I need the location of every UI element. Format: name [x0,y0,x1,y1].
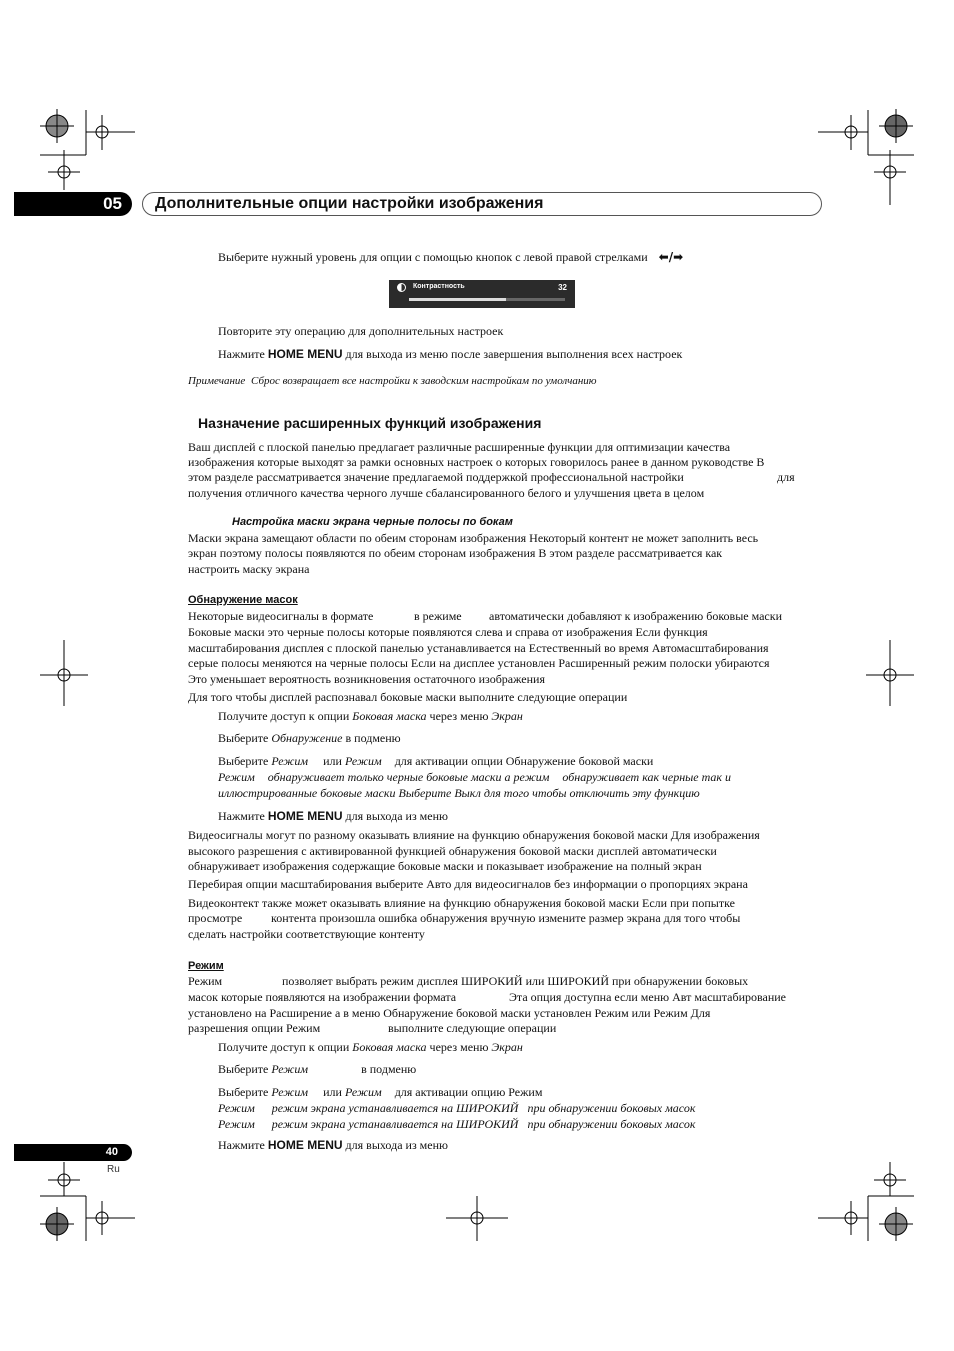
step-repeat: Повторите эту операцию для дополнительных настроек [218,324,504,338]
mask-heading: Настройка маски экрана черные полосы по бокам [232,516,513,528]
osd-value: 32 [558,283,567,292]
intro-line-4: получения отличного качества черного лучше сбалансированного белого и улучшения цвета в целом [188,486,705,500]
after-line-1: Видеосигналы могут по разному оказывать влияние на функцию обнаружения боковой маски Для изображения [188,828,760,842]
home-menu-label: HOME MENU [267,1138,343,1152]
after-line-5: Видеоконтект также может оказывать влияние на функцию обнаружения боковой маски Если при попытке [188,896,735,910]
detect-step-3-note-1: Режим обнаруживает только черные боковые маски а режим обнаруживает как черные так и [218,770,732,784]
mode-note-2: Режим режим экрана устанавливается на ШИРОКИЙ при обнаружении боковых масок [218,1117,696,1131]
detect-heading: Обнаружение масок [188,594,298,606]
detect-step-1: Получите доступ к опции Боковая маска через меню Экран [218,709,523,723]
page-number: 40 [14,1144,132,1161]
after-line-6a: просмотре [188,911,243,925]
after-line-2: высокого разрешения с активированной функцией обнаружения боковой маски дисплей автоматически [188,844,717,858]
detect-line-3: масштабирования дисплея с плоской панелью устанавливается на Естественный во время Автомасштабирования [188,641,769,655]
intro-line-2: изображения которые выходят за рамки основных настроек о которых говорилось ранее в данном руководстве В [188,455,765,469]
after-line-7: сделать настройки соответствующие контенту [188,927,425,941]
osd-slider [409,298,565,301]
intro-line-3b: для [777,470,795,484]
mask-intro-2: экран поэтому полосы появляются по обеим сторонам изображения В этом разделе рассматривается как [188,546,723,560]
contrast-osd [389,280,575,308]
detect-step-2: Выберите Обнаружение в подменю [218,731,401,745]
mode-line-2b: Эта опция доступна если меню Авт масштабирование [509,990,787,1004]
section-title: Назначение расширенных функций изображения [198,415,542,431]
note: Примечание Сброс возвращает все настройки к заводским настройкам по умолчанию [188,375,597,387]
detect-step-3: Выберите Режим или Режим для активации опции Обнаружение боковой маски [218,754,654,768]
osd-slider-fill [409,298,506,301]
detect-step-3-note-2: иллюстрированные боковые маски Выберите Выкл для того чтобы отключить эту функцию [218,786,700,800]
after-line-4: Перебирая опции масштабирования выберите Авто для видеосигналов без информации о пропорциях экрана [188,877,748,891]
mask-intro-1: Маски экрана замещают области по обеим сторонам изображения Некоторый контент не может заполнить весь [188,531,759,545]
detect-line-6: Для того чтобы дисплей распознавал боковые маски выполните следующие операции [188,690,628,704]
osd-label: Контрастность [413,283,465,290]
chapter-title-box [142,192,822,216]
intro-line-3: этом разделе рассматривается значение предлагаемой поддержкой профессиональной настройки [188,470,684,484]
mode-line-2a: масок которые появляются на изображении формата [188,990,457,1004]
step-select-level: Выберите нужный уровень для опции с помощью кнопок с левой правой стрелками ⬅/➡ [218,250,684,264]
detect-line-4: серые полосы меняются на черные полосы Если на дисплее установлен Расширенный режим полоски убираются [188,656,770,670]
mode-line-4b: выполните следующие операции [388,1021,557,1035]
chapter-title: Дополнительные опции настройки изображения [155,195,544,212]
detect-line-5: Это уменьшает вероятность возникновения остаточного изображения [188,672,545,686]
chapter-number: 05 [14,192,132,216]
mode-line-4a: разрешения опции Режим [188,1021,321,1035]
mode-step-1: Получите доступ к опции Боковая маска через меню Экран [218,1040,523,1054]
after-line-3: обнаруживает изображения содержащие боковые маски и показывает изображение на полный экран [188,859,702,873]
detect-line-2: Боковые маски это черные полосы которые появляются слева и справа от изображения Если функция [188,625,708,639]
detect-line-1a: Некоторые видеосигналы в формате [188,609,374,623]
mask-intro-3: настроить маску экрана [188,562,310,576]
language-code: Ru [107,1164,120,1175]
mode-line-1b: позволяет выбрать режим дисплея ШИРОКИЙ или ШИРОКИЙ при обнаружении боковых [282,974,749,988]
mode-step-4: Нажмите HOME MENU для выхода из меню [218,1138,448,1152]
home-menu-label: HOME MENU [267,809,343,823]
detect-line-1b: в режиме [414,609,462,623]
left-right-arrows-icon: ⬅/➡ [658,250,684,264]
after-line-6b: контента произошла ошибка обнаружения вручную измените размер экрана для того чтобы [271,911,741,925]
mode-heading: Режим [188,960,224,972]
mode-line-3: установлено на Расширение а в меню Обнаружение боковой маски установлен Режим или Режим Для [188,1006,711,1020]
mode-step-3: Выберите Режим или Режим для активации опцию Режим [218,1085,543,1099]
detect-line-1c: автоматически добавляют к изображению боковые маски [489,609,783,623]
contrast-icon [397,283,406,292]
step-press-home: Нажмите HOME MENU для выхода из меню после завершения выполнения всех настроек [218,347,683,361]
mode-line-1a: Режим [188,974,223,988]
detect-step-4: Нажмите HOME MENU для выхода из меню [218,809,448,823]
intro-line-1: Ваш дисплей с плоской панелью предлагает различные расширенные функции для оптимизации качества [188,440,731,454]
mode-note-1: Режим режим экрана устанавливается на ШИРОКИЙ при обнаружении боковых масок [218,1101,696,1115]
home-menu-label: HOME MENU [267,347,343,361]
mode-step-2: Выберите Режим в подменю [218,1062,417,1076]
